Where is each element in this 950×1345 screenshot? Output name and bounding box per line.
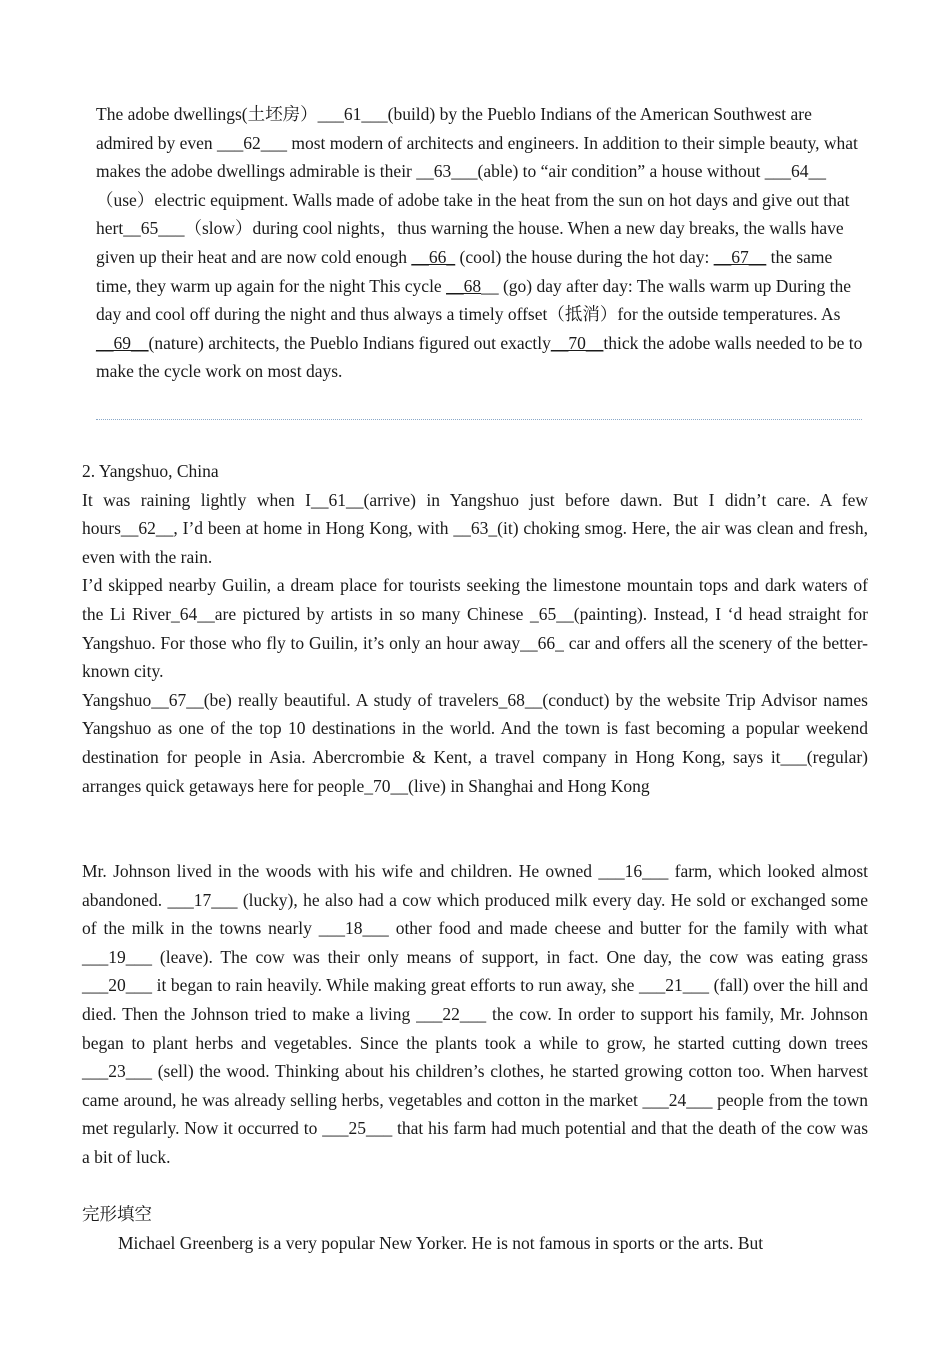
section-divider bbox=[96, 419, 862, 420]
passage-yangshuo-paragraph-2: I’d skipped nearby Guilin, a dream place for tourists seeking the limestone mountain tops and dark waters of the Li River_64__are pictured by artists in so many Chinese _65__(painting). Instead, I ‘d head straight for Yangshuo. For those who fly to Guilin, it’s only an hour away__66_ car and offers all the scenery of the better-known city. bbox=[82, 575, 868, 682]
passage-yangshuo-paragraph-1: It was raining lightly when I__61__(arrive) in Yangshuo just before dawn. But I didn’t care. A few hours__62__, I’d been at home in Hong Kong, with __63_(it) choking smog. Here, the air was clean and fresh, even with the rain. bbox=[82, 489, 868, 567]
passage-cloze bbox=[82, 1200, 868, 1257]
blank-68: __68 bbox=[446, 275, 482, 296]
passage-yangshuo-title: 2. Yangshuo, China bbox=[82, 461, 219, 481]
passage-yangshuo-paragraph-3: Yangshuo__67__(be) really beautiful. A study of travelers_68__(conduct) by the website Trip Advisor names Yangshuo as one of the top 10 destinations in the world. And the town is fast becoming a popular weekend destination for people in Asia. Abercrombie & Kent, a travel company in Hong Kong, says it___(regular) arranges quick getaways here for people_70__(live) in Shanghai and Hong Kong bbox=[82, 689, 868, 796]
blank-69: __69__ bbox=[96, 332, 149, 353]
passage-yangshuo bbox=[82, 457, 868, 800]
passage-adobe-dwellings: The adobe dwellings(土坯房）___61___(build) by the Pueblo Indians of the American Southwest are admired by even ___62___ most modern of architects and engineers. In addition to their simple beauty, what makes the adobe dwellings admirable is their __63___(able) to “air condition” a house without ___64__（use）electric equipment. Walls made of adobe take in the heat from the sun on hot days and give out that hert__65___（slow）during cool nights，thus warning the house. When a new day breaks, the walls have given up their heat and are now cold enough __66_ (cool) the house during the hot day: __67__ the same time, they warm up again for the night This cycle __68__ (go) day after day: The walls warm up During the day and cool off during the night and thus always a timely offset（抵消）for the outside temperatures. As __69__(nature) architects, the Pueblo Indians figured out exactly__70__thick the adobe walls needed to be to make the cycle work on most days. bbox=[96, 104, 863, 382]
cloze-first-line: Michael Greenberg is a very popular New Yorker. He is not famous in sports or the arts. But bbox=[118, 1232, 764, 1253]
passage-johnson-farm: Mr. Johnson lived in the woods with his wife and children. He owned ___16___ farm, which looked almost abandoned. ___17___ (lucky), he also had a cow which produced milk every day. He sold or exchanged some of the milk in the towns nearly ___18___ other food and made cheese and butter for the family with what ___19___ (leave). The cow was their only means of support, in fact. One day, the cow was eating grass ___20___ it began to rain heavily. While making great efforts to run away, she ___21___ (fall) over the hill and died. Then the Johnson tried to make a living ___22___ the cow. In order to support his family, Mr. Johnson began to plant herbs and vegetables. Since the plants took a while to grow, he started cutting down trees ___23___ (sell) the wood. Thinking about his children’s clothes, he started growing cotton too. When harvest came around, he was already selling herbs, vegetables and cotton in the market ___24___ people from the town met regularly. Now it occurred to ___25___ that his farm had much potential and that the death of the cow was a bit of luck. bbox=[82, 861, 868, 1167]
blank-67: __67__ bbox=[713, 246, 767, 267]
blank-66: __66_ bbox=[411, 246, 456, 267]
blank-70: __70__ bbox=[550, 332, 604, 353]
passage-adobe-text: The adobe dwellings(土坯房）___61___(build) by the Pueblo Indians of the American Southwest are admired by even ___62___ most modern of architects and engineers. In addition to their simple beauty, what makes the adobe dwellings admirable is their __63___(able) to “air condition” a house without ___64__（use）electric equipment. Walls made of adobe take in the heat from the sun on hot days and give out that hert__65___（slow）during cool nights，thus warning the house. When a new day breaks, the walls have given up their heat and are now cold enough bbox=[96, 104, 858, 267]
cloze-heading: 完形填空 bbox=[82, 1204, 152, 1224]
